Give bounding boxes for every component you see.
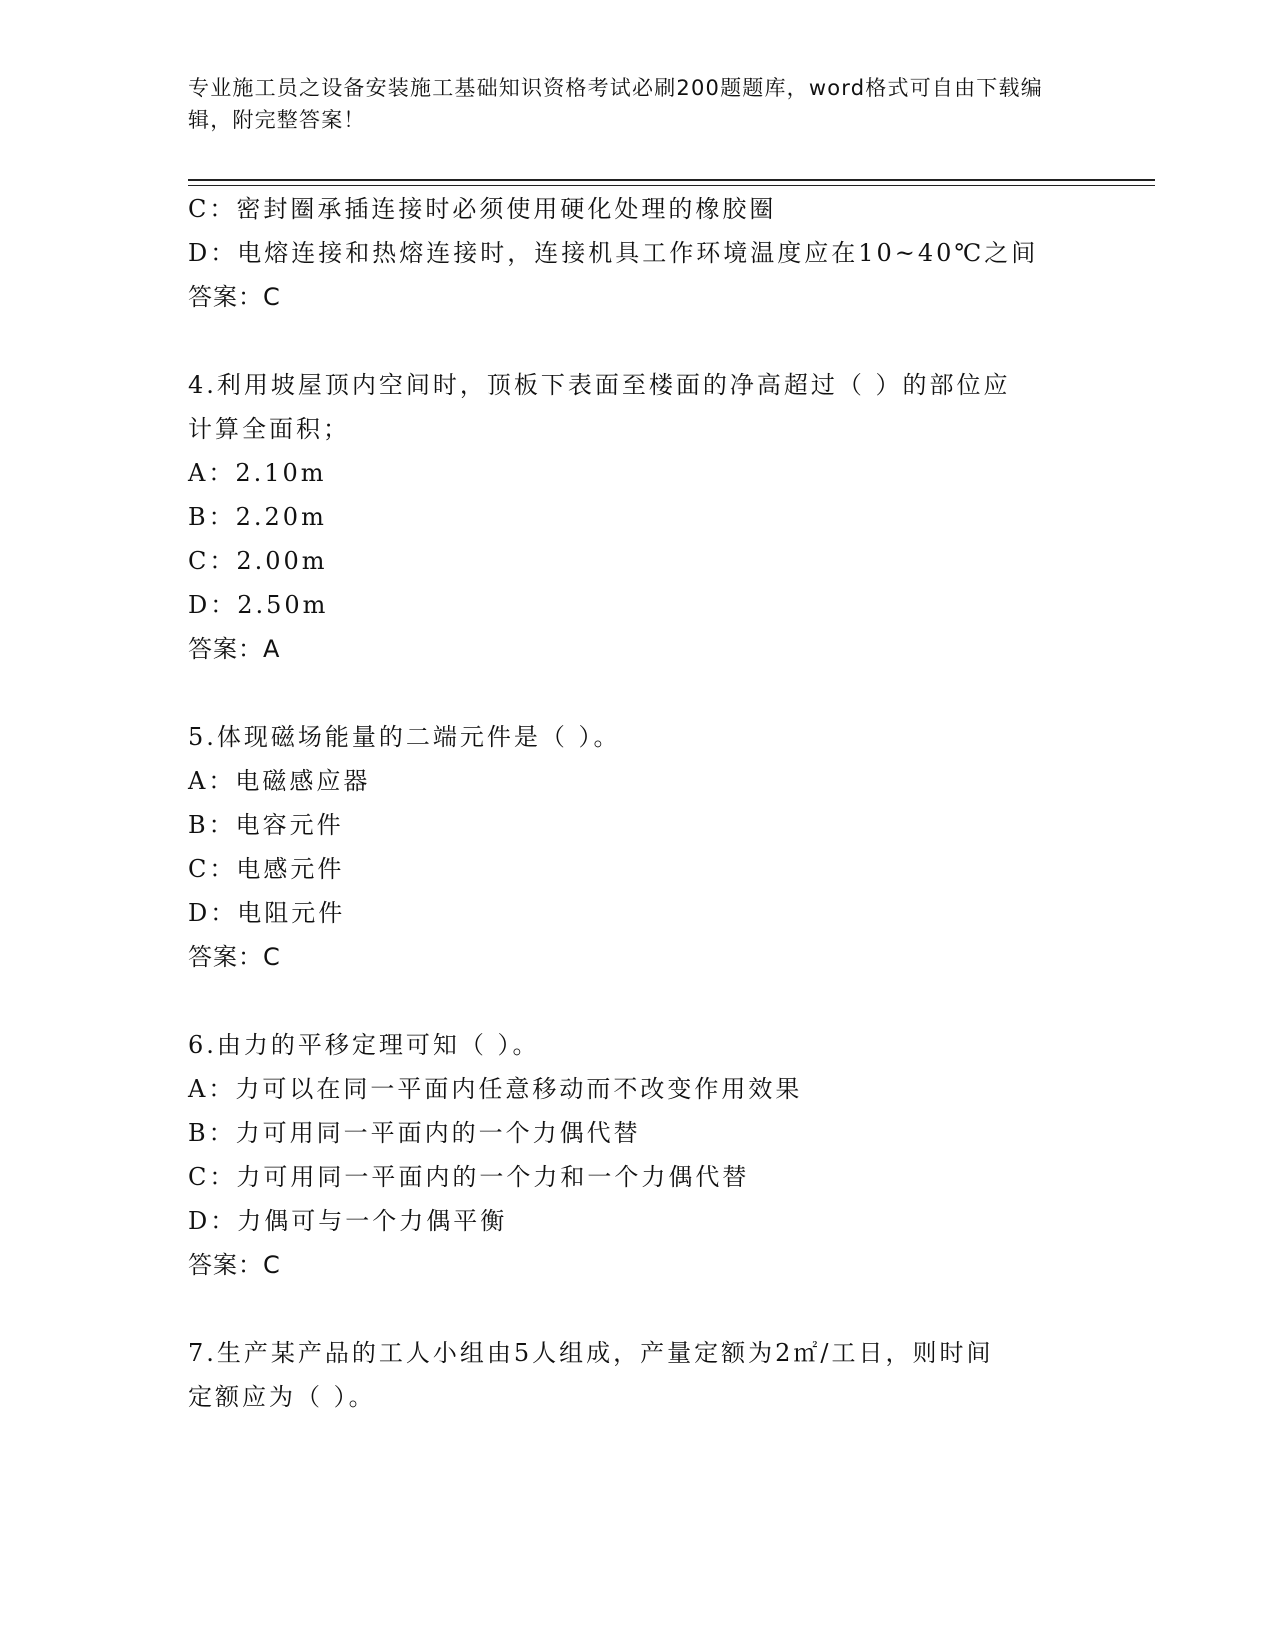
q5-option-a: A：电磁感应器	[188, 767, 371, 795]
q6-answer: 答案：C	[188, 1251, 281, 1279]
q5-option-b: B：电容元件	[188, 811, 344, 839]
header-divider-thin	[188, 185, 1155, 186]
q5-option-d: D：电阻元件	[188, 899, 346, 927]
q4-option-a: A：2.10m	[188, 459, 327, 487]
q6-option-c: C：力可用同一平面内的一个力和一个力偶代替	[188, 1163, 750, 1191]
q4-stem-line2: 计算全面积；	[188, 415, 350, 443]
q6-option-b: B：力可用同一平面内的一个力偶代替	[188, 1119, 641, 1147]
q5-stem: 5.体现磁场能量的二端元件是（ ）。	[188, 723, 621, 751]
q6-stem: 6.由力的平移定理可知（ ）。	[188, 1031, 540, 1059]
q6-option-d: D：力偶可与一个力偶平衡	[188, 1207, 508, 1235]
q4-option-d: D：2.50m	[188, 591, 329, 619]
q7-stem-line1: 7.生产某产品的工人小组由5人组成，产量定额为2㎡/工日，则时间	[188, 1339, 994, 1367]
q7-stem-line2: 定额应为（ ）。	[188, 1383, 376, 1411]
q3-option-c: C：密封圈承插连接时必须使用硬化处理的橡胶圈	[188, 195, 777, 223]
q4-option-b: B：2.20m	[188, 503, 327, 531]
q5-option-c: C：电感元件	[188, 855, 345, 883]
q3-answer: 答案：C	[188, 283, 281, 311]
q6-option-a: A：力可以在同一平面内任意移动而不改变作用效果	[188, 1075, 803, 1103]
header-divider-thick	[188, 179, 1155, 181]
q4-option-c: C：2.00m	[188, 547, 328, 575]
q4-stem-line1: 4.利用坡屋顶内空间时，顶板下表面至楼面的净高超过（ ）的部位应	[188, 371, 1011, 399]
q3-option-d: D：电熔连接和热熔连接时，连接机具工作环境温度应在10~40℃之间	[188, 239, 1039, 267]
document-header: 专业施工员之设备安装施工基础知识资格考试必刷200题题库，word格式可自由下载编辑，附完整答案！	[188, 76, 1043, 132]
q4-answer: 答案：A	[188, 635, 281, 663]
q5-answer: 答案：C	[188, 943, 281, 971]
